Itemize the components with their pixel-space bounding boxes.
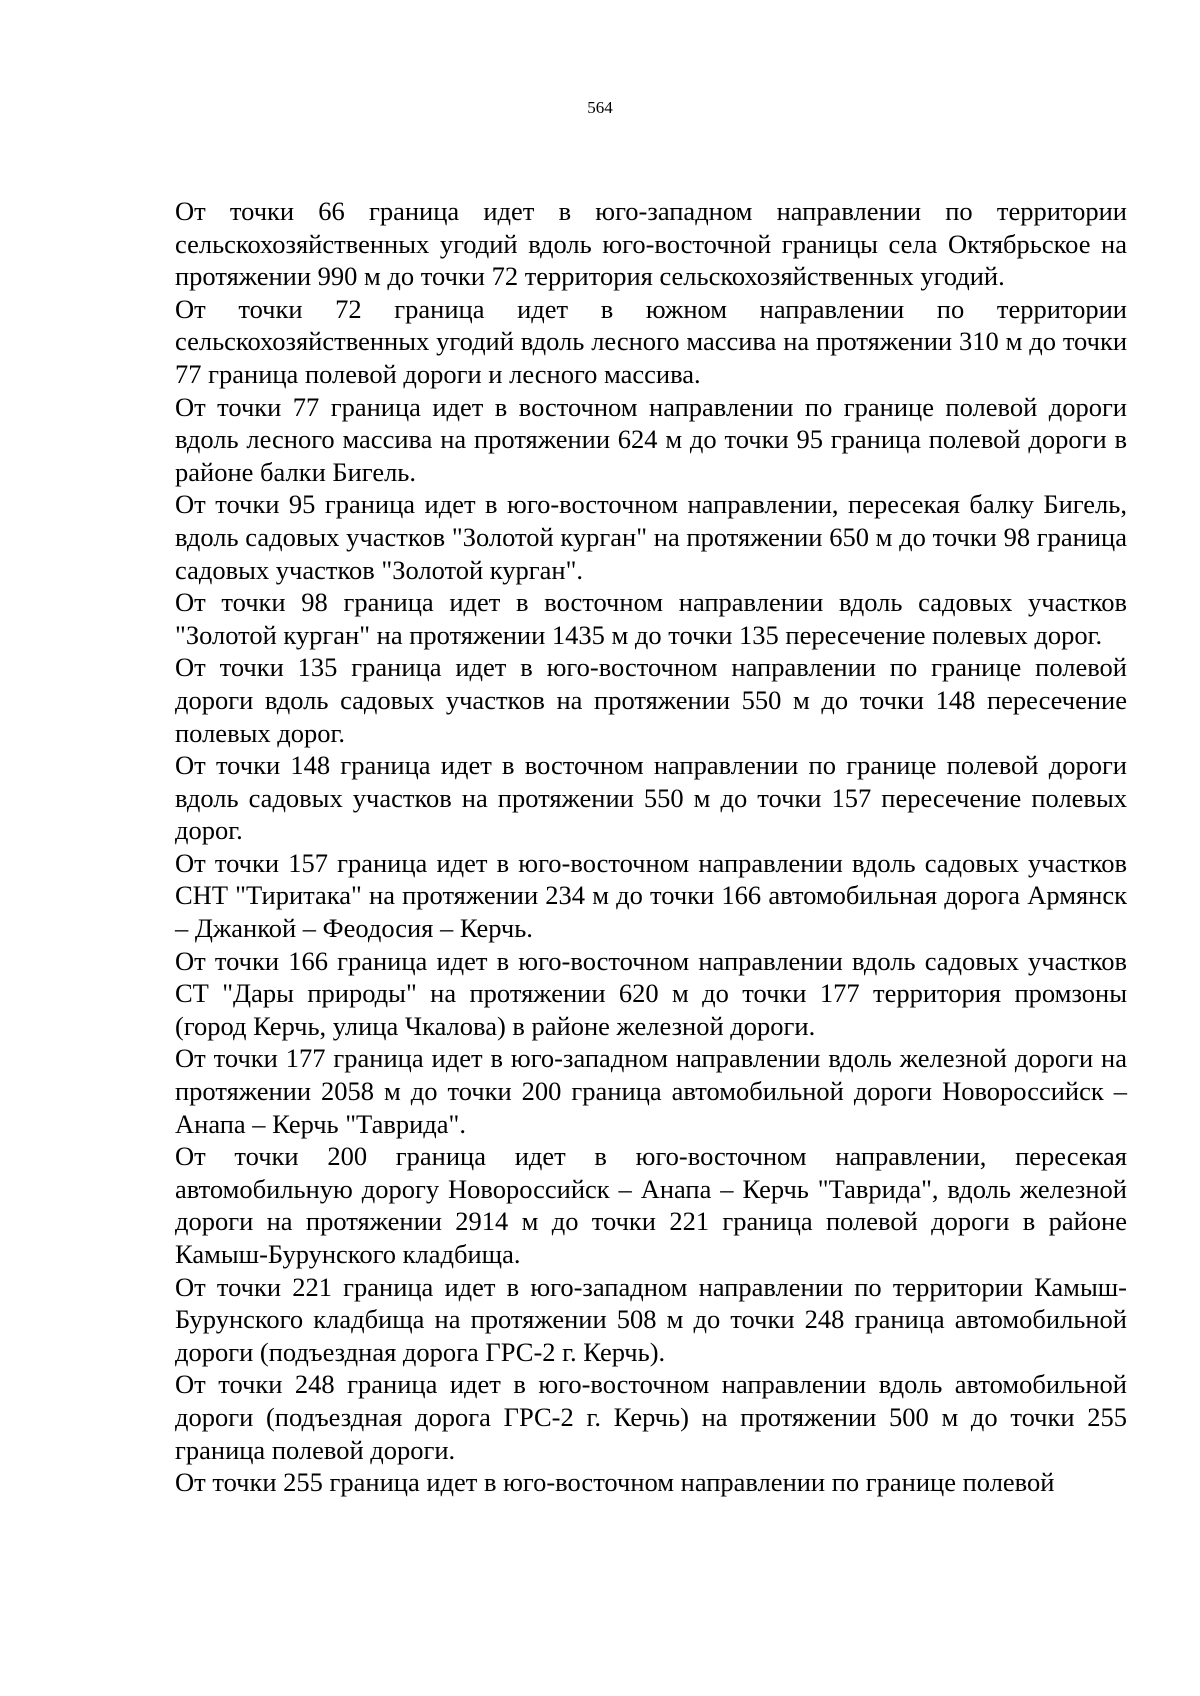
- paragraph: От точки 248 граница идет в юго-восточном направлении вдоль автомобильной дороги (подъездная дорога ГРС-2 г. Керчь) на протяжении 500 м до точки 255 граница полевой дороги.: [175, 1369, 1127, 1465]
- paragraph: От точки 72 граница идет в южном направлении по территории сельскохозяйственных угодий вдоль лесного массива на протяжении 310 м до точки 77 граница полевой дороги и лесного массива.: [175, 293, 1127, 389]
- paragraph: От точки 221 граница идет в юго-западном направлении по территории Камыш-Бурунского кладбища на протяжении 508 м до точки 248 граница автомобильной дороги (подъездная дорога ГРС-2 г. Керчь).: [175, 1271, 1127, 1367]
- paragraph: От точки 95 граница идет в юго-восточном направлении, пересекая балку Бигель, вдоль садовых участков "Золотой курган" на протяжении 650 м до точки 98 граница садовых участков "Золотой курган".: [175, 489, 1127, 585]
- paragraph: От точки 255 граница идет в юго-восточном направлении по границе полевой: [175, 1467, 1055, 1498]
- document-body: [175, 195, 1127, 1499]
- paragraph: От точки 157 граница идет в юго-восточном направлении вдоль садовых участков СНТ "Тиритака" на протяжении 234 м до точки 166 автомобильная дорога Армянск – Джанкой – Феодосия – Керчь.: [175, 847, 1127, 944]
- paragraph: От точки 166 граница идет в юго-восточном направлении вдоль садовых участков СТ "Дары природы" на протяжении 620 м до точки 177 территория промзоны (город Керчь, улица Чкалова) в районе железной дороги.: [175, 945, 1127, 1041]
- page-number: 564: [587, 98, 613, 117]
- paragraph: От точки 135 граница идет в юго-восточном направлении по границе полевой дороги вдоль садовых участков на протяжении 550 м до точки 148 пересечение полевых дорог.: [175, 652, 1127, 748]
- paragraph: От точки 98 граница идет в восточном направлении вдоль садовых участков "Золотой курган" на протяжении 1435 м до точки 135 пересечение полевых дорог.: [175, 587, 1127, 650]
- paragraph: От точки 77 граница идет в восточном направлении по границе полевой дороги вдоль лесного массива на протяжении 624 м до точки 95 граница полевой дороги в районе балки Бигель.: [175, 391, 1127, 487]
- paragraph: От точки 177 граница идет в юго-западном направлении вдоль железной дороги на протяжении 2058 м до точки 200 граница автомобильной дороги Новороссийск – Анапа – Керчь "Таврида".: [175, 1043, 1127, 1139]
- paragraph: От точки 200 граница идет в юго-восточном направлении, пересекая автомобильную дорогу Новороссийск – Анапа – Керчь "Таврида", вдоль железной дороги на протяжении 2914 м до точки 221 граница полевой дороги в районе Камыш-Бурунского кладбища.: [175, 1141, 1127, 1269]
- paragraph: От точки 66 граница идет в юго-западном направлении по территории сельскохозяйственных угодий вдоль юго-восточной границы села Октябрьское на протяжении 990 м до точки 72 территория сельскохозяйственных угодий.: [175, 196, 1127, 292]
- paragraph: От точки 148 граница идет в восточном направлении по границе полевой дороги вдоль садовых участков на протяжении 550 м до точки 157 пересечение полевых дорог.: [175, 750, 1127, 846]
